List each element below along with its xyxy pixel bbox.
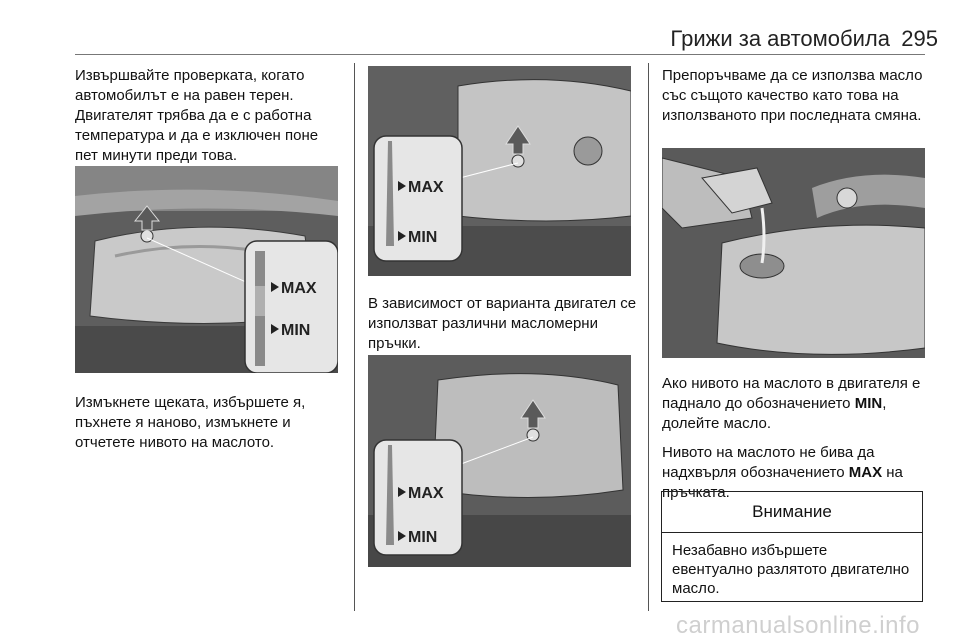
column2-paragraph-1: В зависимост от варианта двигател се използват различни масломерни пръчки. <box>368 295 637 352</box>
column3-paragraph-1: Препоръчваме да се използва масло със същото качество като това на използваното при последната смяна. <box>662 67 923 124</box>
header-divider <box>75 54 925 55</box>
label-min-1: MIN <box>281 322 311 339</box>
label-min-3: MIN <box>408 529 438 546</box>
section-title: Грижи за автомобила <box>670 26 890 51</box>
min-text-before: Ако нивото на маслото в двигателя е паднало до обозначението <box>662 375 921 412</box>
figure-dipstick-engine-1 <box>75 166 338 373</box>
figure-refill-oil <box>662 148 925 358</box>
column3-recommendation <box>662 66 927 126</box>
min-text-after: , долейте масло. <box>662 395 887 432</box>
label-max-1: MAX <box>281 280 317 297</box>
warning-title: Внимание <box>662 492 922 533</box>
column2-note <box>368 294 640 354</box>
column3-paragraph-2 <box>662 374 927 434</box>
max-text-before: Нивото на маслото не бива да надхвърля обозначението <box>662 444 875 481</box>
watermark: carmanualsonline.info <box>676 612 920 639</box>
figure-dipstick-engine-3 <box>368 355 631 567</box>
column1-intro <box>75 66 345 166</box>
column-divider-2 <box>648 63 649 611</box>
page-number: 295 <box>901 26 938 51</box>
column1-paragraph-1: Извършвайте проверката, когато автомобилът е на равен терен. Двигателят трябва да е с работна температура и да е изключен поне пет минути преди това. <box>75 67 319 164</box>
warning-box <box>661 491 923 602</box>
max-text-after: на пръчката. <box>662 464 903 501</box>
max-mark: MAX <box>848 464 883 481</box>
column-divider-1 <box>354 63 355 611</box>
min-mark: MIN <box>854 395 883 412</box>
warning-text: Незабавно избършете евентуално разлятото двигателно масло. <box>672 542 910 597</box>
label-max-3: MAX <box>408 485 444 502</box>
label-max-2: MAX <box>408 179 444 196</box>
column3-levels <box>662 374 927 503</box>
column1-instructions <box>75 393 345 453</box>
figure-dipstick-engine-2 <box>368 66 631 276</box>
label-min-2: MIN <box>408 229 438 246</box>
column1-paragraph-2: Измъкнете щеката, избършете я, пъхнете я наново, измъкнете и отчетете нивото на маслото. <box>75 394 306 451</box>
